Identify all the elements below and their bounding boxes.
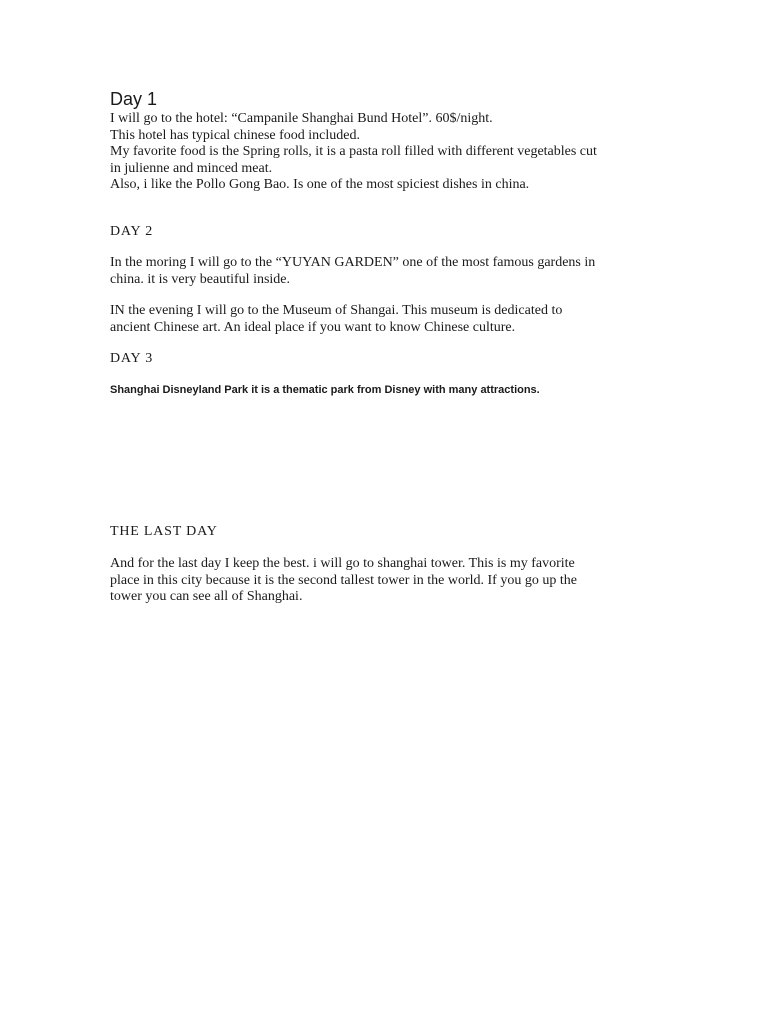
day1-line-3: My favorite food is the Spring rolls, it is a pasta roll filled with different vegetables cut	[110, 144, 597, 159]
day2-heading: DAY 2	[110, 224, 154, 239]
day2-p2-line-1: IN the evening I will go to the Museum of Shangai. This museum is dedicated to	[110, 303, 563, 318]
day3-heading: DAY 3	[110, 351, 154, 366]
day1-line-5: Also, i like the Pollo Gong Bao. Is one of the most spiciest dishes in china.	[110, 177, 530, 192]
day2-p1-line-1: In the moring I will go to the “YUYAN GARDEN” one of the most famous gardens in	[110, 255, 596, 270]
day1-line-1: I will go to the hotel: “Campanile Shanghai Bund Hotel”. 60$/night.	[110, 111, 493, 126]
last-day-paragraph	[110, 556, 650, 606]
day3-line-1: Shanghai Disneyland Park it is a thematic park from Disney with many attractions.	[110, 384, 540, 396]
day1-paragraph	[110, 111, 650, 194]
day2-paragraph-2	[110, 303, 650, 336]
day1-line-2: This hotel has typical chinese food included.	[110, 127, 360, 143]
day1-line-4: in julienne and minced meat.	[110, 160, 273, 176]
day2-p1-line-2: china. it is very beautiful inside.	[110, 271, 291, 287]
last-day-line-1: And for the last day I keep the best. i will go to shanghai tower. This is my favorite	[110, 556, 575, 571]
last-day-line-2: place in this city because it is the second tallest tower in the world. If you go up the	[110, 572, 577, 588]
day1-heading: Day 1	[110, 89, 158, 109]
last-day-line-3: tower you can see all of Shanghai.	[110, 589, 303, 604]
last-day-heading: THE LAST DAY	[110, 524, 218, 539]
day2-paragraph-1	[110, 255, 650, 288]
day2-p2-line-2: ancient Chinese art. An ideal place if you want to know Chinese culture.	[110, 319, 516, 335]
day3-paragraph	[110, 383, 650, 397]
